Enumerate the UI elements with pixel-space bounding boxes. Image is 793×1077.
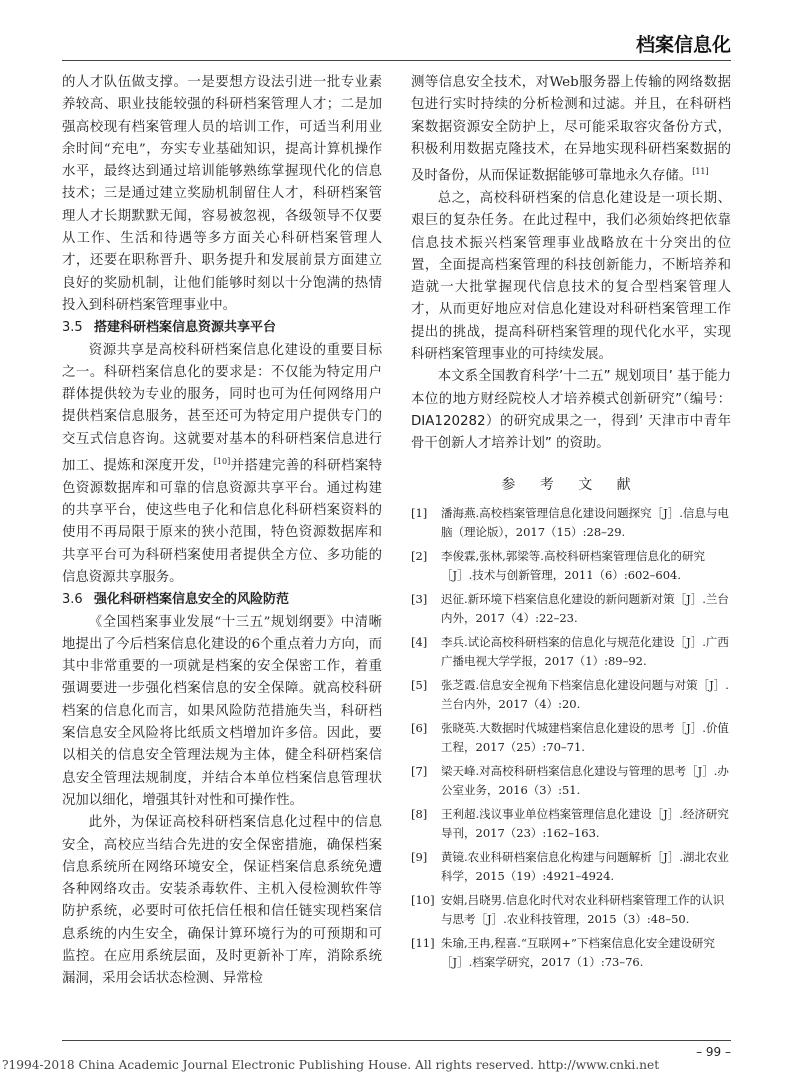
reference-item — [411, 934, 731, 972]
paragraph-talent: 的人才队伍做支撑。一是要想方设法引进一批专业素养较高、职业技能较强的科研档案管理人才；二是加强高校现有档案管理人员的培训工作，可适当利用业余时间“充电”，夯实专业基础知识，提高计算机操作水平，最终达到通过培训能够熟练掌握现代化的信息技术；三是通过建立奖励机制留住人才，科研档案管理人才长期默默无闻，容易被忽视，各级领导不仅要从工作、生活和待遇等多方面关心科研档案管理人才，还要在职称晋升、职务提升和发展前景方面建立良好的奖励机制，让他们能够时刻以十分饱满的热情投入到科研档案管理事业中。 — [62, 75, 382, 313]
journal-title: 档案信息化 — [635, 34, 731, 56]
reference-number: [3] — [411, 591, 428, 606]
section-title: 搭建科研档案信息资源共享平台 — [94, 320, 277, 336]
reference-item — [411, 504, 731, 542]
paragraph-text: 并搭建完善的科研档案特色资源数据库和可靠的信息资源共享平台。通过构建的共享平台，使这些电子化和信息化科研档案资料的使用不再局限于原来的狭小范围，特色资源数据库和共享平台可为科研档案使用者提供全方位、多功能的信息资源共享服务。 — [62, 458, 383, 585]
left-column — [62, 72, 382, 991]
citation-11: [11] — [692, 167, 709, 177]
reference-number: [1] — [411, 505, 428, 520]
header-rule — [62, 60, 731, 61]
paragraph-conclusion: 总之，高校科研档案的信息化建设是一项长期、艰巨的复杂任务。在此过程中，我们必须始终把依靠信息技术振兴档案管理事业战略放在十分突出的位置，全面提高档案管理的科技创新能力，不断培养和造就一大批掌握现代信息技术的复合型档案管理人才，从而更好地应对信息化建设对科研档案管理工作提出的挑战，提高科研档案管理的现代化水平，实现科研档案管理事业的可持续发展。 — [411, 190, 731, 363]
paragraph-security-plan: 《全国档案事业发展“十三五”规划纲要》中清晰地提出了今后档案信息化建设的6个重点着力方向，而其中非常重要的一项就是档案的安全保密工作，着重强调要进一步强化档案信息的安全保障。就高校科研档案的信息化而言，如果风险防范措施失当，科研档案信息安全风险将比纸质文档增加许多倍。因此，要以相关的信息安全管理法规为主体，健全科研档案信息安全管理法规制度，并结合本单位档案信息管理状况加以细化，增强其针对性和可操作性。 — [62, 614, 382, 808]
reference-text: 朱瑜,王冉,程喜.“互联网+”下档案信息化安全建设研究［J］.档案学研究，2017（1）:73–76. — [441, 935, 715, 969]
reference-number: [9] — [411, 849, 428, 864]
reference-number: [11] — [411, 935, 435, 950]
reference-number: [5] — [411, 677, 428, 692]
reference-text: 安娟,吕晓男.信息化时代对农业科研档案管理工作的认识与思考［J］.农业科技管理，2015（3）:48–50. — [441, 892, 725, 926]
reference-item — [411, 762, 731, 800]
reference-number: [2] — [411, 548, 428, 563]
footer-rule — [62, 1040, 731, 1041]
reference-text: 李俊霖,张林,郭梁等.高校科研档案管理信息化的研究［J］.技术与创新管理，2011（6）:602–604. — [441, 548, 705, 582]
citation-10: [10] — [213, 457, 231, 467]
reference-number: [10] — [411, 892, 435, 907]
reference-text: 李兵.试论高校科研档案的信息化与规范化建设［J］.广西广播电视大学学报，2017（1）:89–92. — [441, 634, 729, 668]
section-heading-3-5 — [62, 317, 382, 339]
paragraph-continued — [411, 72, 731, 188]
reference-item — [411, 848, 731, 886]
reference-text: 王利超.浅议事业单位档案管理信息化建设［J］.经济研究导刊，2017（23）:162–163. — [441, 806, 729, 840]
reference-item — [411, 805, 731, 843]
reference-number: [7] — [411, 763, 428, 778]
reference-text: 张晓英.大数据时代城建档案信息化建设的思考［J］.价值工程，2017（25）:70–71. — [441, 720, 729, 754]
section-title: 强化科研档案信息安全的风险防范 — [94, 592, 290, 608]
paragraph-text: 测等信息安全技术，对Web服务器上传输的网络数据包进行实时持续的分析检测和过滤。并且，在科研档案数据资源安全防护上，尽可能采取容灾备份方式，积极利用数据克隆技术，在异地实现科研档案数据的及时备份，从而保证数据能够可靠地永久存储。 — [411, 75, 731, 184]
reference-text: 黄镜.农业科研档案信息化构建与问题解析［J］.湖北农业科学，2015（19）:4921–4924. — [441, 849, 729, 883]
reference-item — [411, 590, 731, 628]
references-list — [411, 504, 731, 972]
reference-text: 潘海燕.高校档案管理信息化建设问题探究［J］.信息与电脑（理论版），2017（15）:28–29. — [441, 505, 729, 539]
paragraph-security-measures: 此外，为保证高校科研档案信息化过程中的信息安全，高校应当结合先进的安全保密措施，确保档案信息系统所在网络环境安全，保证档案信息系统免遭各种网络攻击。安装杀毒软件、主机入侵检测软件等防护系统，必要时可依托信任根和信任链实现档案信息系统的内生安全，确保计算环境行为的可预期和可监控。在应用系统层面，及时更新补丁库，消除系统漏洞，采用会话状态检测、异常检 — [62, 815, 382, 987]
section-number: 3.5 — [62, 320, 83, 336]
reference-item — [411, 547, 731, 585]
reference-number: [4] — [411, 634, 428, 649]
reference-item — [411, 891, 731, 929]
section-heading-3-6 — [62, 589, 382, 611]
page-number: – 99 – — [696, 1045, 731, 1059]
funding-note: 本文系全国教育科学’十二五” 规划项目’ 基于能力本位的地方财经院校人才培养模式创新研究”（编号：DIA120282）的研究成果之一，得到’ 天津市中青年骨干创新人才培养计划” 的资助。 — [411, 369, 731, 452]
paragraph-text: 资源共享是高校科研档案信息化建设的重要目标之一。科研档案信息化的要求是：不仅能为特定用户群体提供较为专业的服务，同时也可为任何网络用户提供档案信息服务，甚至还可为特定用户提供专门的交互式信息咨询。这就要对基本的科研档案信息进行加工、提炼和深度开发， — [62, 342, 382, 474]
copyright-notice: ?1994-2018 China Academic Journal Electronic Publishing House. All rights reserved. http://www.cnki.net — [2, 1058, 660, 1072]
references-title: 参 考 文 献 — [501, 476, 641, 493]
reference-number: [6] — [411, 720, 428, 735]
reference-item — [411, 633, 731, 671]
reference-number: [8] — [411, 806, 428, 821]
right-column — [411, 72, 731, 977]
section-number: 3.6 — [62, 592, 83, 608]
reference-item — [411, 676, 731, 714]
reference-text: 张芝霞.信息安全视角下档案信息化建设问题与对策［J］.兰台内外，2017（4）:20. — [441, 677, 729, 711]
reference-text: 迟征.新环境下档案信息化建设的新问题新对策［J］.兰台内外，2017（4）:22–23. — [441, 591, 729, 625]
reference-item — [411, 719, 731, 757]
paragraph-resource-sharing — [62, 340, 382, 590]
reference-text: 梁天峰.对高校科研档案信息化建设与管理的思考［J］.办公室业务，2016（3）:51. — [441, 763, 729, 797]
